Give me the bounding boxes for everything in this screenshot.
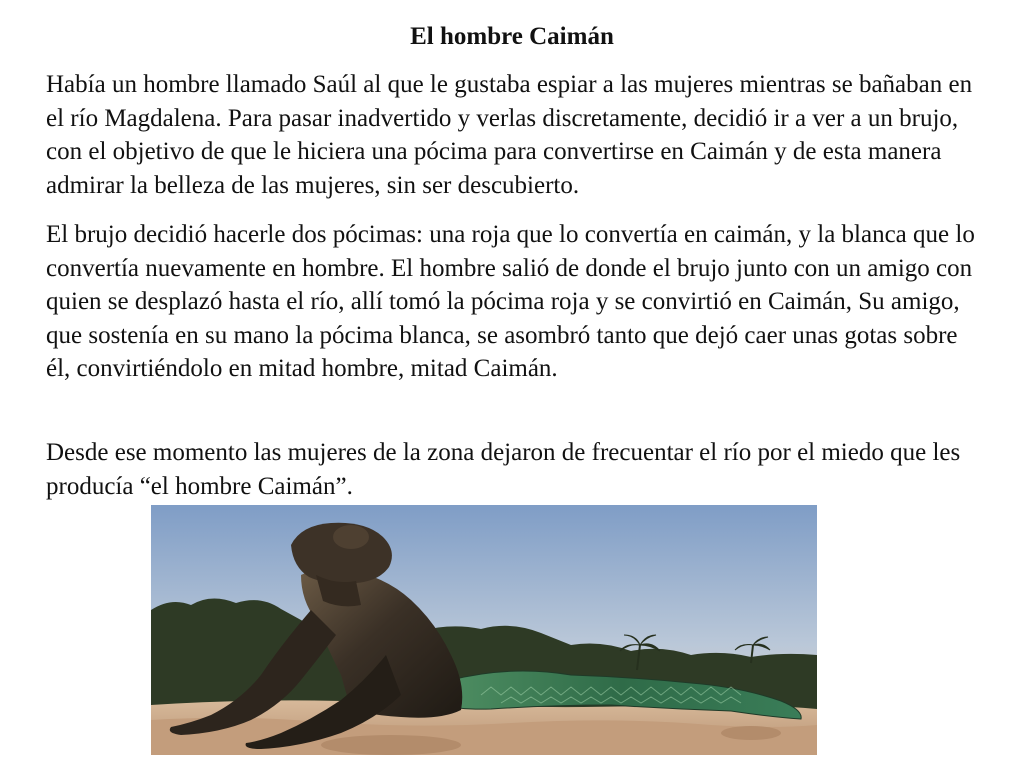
document-title: El hombre Caimán: [410, 23, 614, 50]
hombre-caiman-statue-photo: [151, 505, 817, 755]
head-highlight: [333, 525, 369, 549]
paragraph-3: Desde ese momento las mujeres de la zona dejaron de frecuentar el río por el miedo que les producía “el hombre Caimán”.: [46, 439, 961, 500]
sand-mound: [721, 726, 781, 740]
statue-illustration: [151, 505, 817, 755]
sand-mound: [321, 735, 461, 755]
paragraph-2: El brujo decidió hacerle dos pócimas: una roja que lo convertía en caimán, y la blanca que lo convertía nuevamente en hombre. El hombre salió de donde el brujo junto con un amigo con quien se desplazó hasta el río, allí tomó la pócima roja y se convirtió en Caimán, Su amigo, que sostenía en su mano la pócima blanca, se asombró tanto que dejó caer unas gotas sobre él, convirtiéndolo en mitad hombre, mitad Caimán.: [46, 221, 975, 383]
paragraph-1: Había un hombre llamado Saúl al que le gustaba espiar a las mujeres mientras se bañaban en el río Magdalena. Para pasar inadvertido y verlas discretamente, decidió ir a ver a un brujo, con el objetivo de que le hiciera una pócima para convertirse en Caimán y de esta manera admirar la belleza de las mujeres, sin ser descubierto.: [46, 71, 973, 199]
